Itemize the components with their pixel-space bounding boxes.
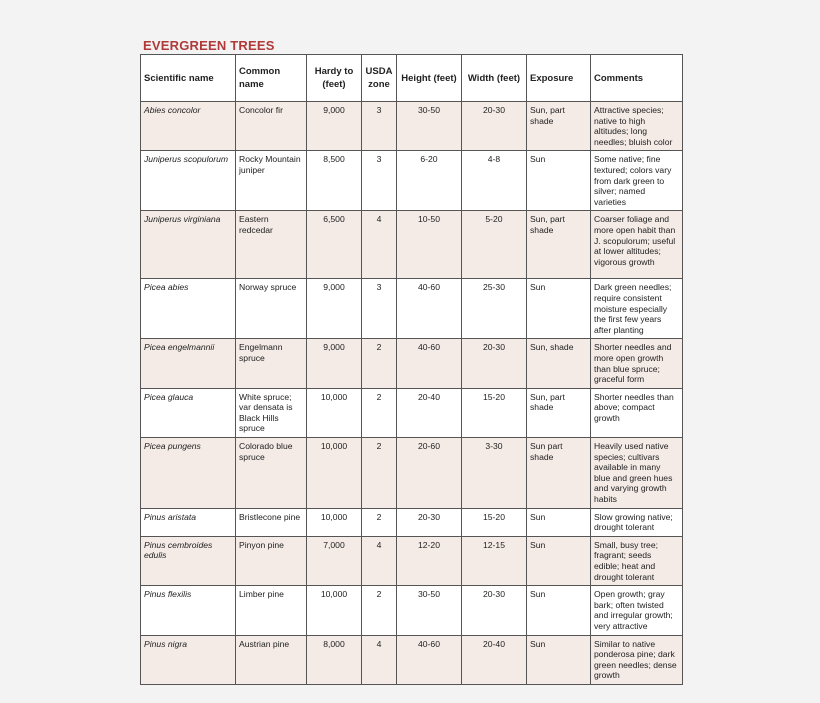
cell-comments: Some native; fine textured; colors vary from dark green to silver; named varieties bbox=[591, 151, 683, 211]
cell-width: 15-20 bbox=[462, 508, 527, 536]
cell-height: 12-20 bbox=[397, 536, 462, 585]
cell-exposure: Sun, part shade bbox=[527, 388, 591, 437]
cell-common-name: Limber pine bbox=[236, 586, 307, 635]
cell-scientific-name: Juniperus virginiana bbox=[141, 211, 236, 279]
cell-comments: Open growth; gray bark; often twisted and irregular growth; very attractive bbox=[591, 586, 683, 635]
cell-scientific-name: Pinus cembroides edulis bbox=[141, 536, 236, 585]
cell-comments: Slow growing native; drought tolerant bbox=[591, 508, 683, 536]
table-row bbox=[141, 151, 683, 211]
cell-width: 3-30 bbox=[462, 438, 527, 509]
cell-usda-zone: 2 bbox=[362, 339, 397, 388]
cell-scientific-name: Picea engelmannii bbox=[141, 339, 236, 388]
header-scientific-name: Scientific name bbox=[141, 55, 236, 102]
cell-hardy-to: 9,000 bbox=[307, 339, 362, 388]
table-row bbox=[141, 339, 683, 388]
cell-height: 30-50 bbox=[397, 102, 462, 151]
table-row bbox=[141, 586, 683, 635]
cell-common-name: Rocky Mountain juniper bbox=[236, 151, 307, 211]
cell-hardy-to: 9,000 bbox=[307, 102, 362, 151]
table-row bbox=[141, 102, 683, 151]
cell-hardy-to: 7,000 bbox=[307, 536, 362, 585]
evergreen-trees-table bbox=[140, 54, 683, 685]
header-row bbox=[141, 55, 683, 102]
cell-hardy-to: 6,500 bbox=[307, 211, 362, 279]
cell-hardy-to: 9,000 bbox=[307, 279, 362, 339]
cell-height: 30-50 bbox=[397, 586, 462, 635]
cell-usda-zone: 3 bbox=[362, 279, 397, 339]
cell-hardy-to: 10,000 bbox=[307, 388, 362, 437]
table-row bbox=[141, 211, 683, 279]
cell-comments: Small, busy tree; fragrant; seeds edible; heat and drought tolerant bbox=[591, 536, 683, 585]
cell-exposure: Sun bbox=[527, 586, 591, 635]
cell-scientific-name: Abies concolor bbox=[141, 102, 236, 151]
cell-usda-zone: 2 bbox=[362, 438, 397, 509]
cell-exposure: Sun part shade bbox=[527, 438, 591, 509]
cell-usda-zone: 4 bbox=[362, 211, 397, 279]
table-row bbox=[141, 279, 683, 339]
cell-usda-zone: 2 bbox=[362, 508, 397, 536]
table-row bbox=[141, 438, 683, 509]
table-row bbox=[141, 536, 683, 585]
cell-width: 5-20 bbox=[462, 211, 527, 279]
table-title: EVERGREEN TREES bbox=[143, 38, 275, 53]
cell-comments: Shorter needles and more open growth than blue spruce; graceful form bbox=[591, 339, 683, 388]
cell-comments: Dark green needles; require consistent moisture especially the first few years after planting bbox=[591, 279, 683, 339]
cell-hardy-to: 10,000 bbox=[307, 586, 362, 635]
cell-exposure: Sun bbox=[527, 635, 591, 684]
cell-scientific-name: Pinus flexilis bbox=[141, 586, 236, 635]
cell-exposure: Sun, part shade bbox=[527, 211, 591, 279]
cell-common-name: Engelmann spruce bbox=[236, 339, 307, 388]
cell-usda-zone: 4 bbox=[362, 536, 397, 585]
cell-scientific-name: Pinus aristata bbox=[141, 508, 236, 536]
cell-height: 20-30 bbox=[397, 508, 462, 536]
cell-width: 20-30 bbox=[462, 586, 527, 635]
cell-hardy-to: 10,000 bbox=[307, 438, 362, 509]
cell-exposure: Sun bbox=[527, 151, 591, 211]
cell-exposure: Sun, shade bbox=[527, 339, 591, 388]
cell-scientific-name: Juniperus scopulorum bbox=[141, 151, 236, 211]
cell-height: 20-40 bbox=[397, 388, 462, 437]
cell-common-name: Colorado blue spruce bbox=[236, 438, 307, 509]
header-common-name: Common name bbox=[236, 55, 307, 102]
cell-common-name: Concolor fir bbox=[236, 102, 307, 151]
header-usda-zone: USDA zone bbox=[362, 55, 397, 102]
cell-width: 20-40 bbox=[462, 635, 527, 684]
cell-height: 40-60 bbox=[397, 635, 462, 684]
header-comments: Comments bbox=[591, 55, 683, 102]
cell-common-name: Bristlecone pine bbox=[236, 508, 307, 536]
cell-usda-zone: 4 bbox=[362, 635, 397, 684]
cell-exposure: Sun bbox=[527, 279, 591, 339]
cell-common-name: Austrian pine bbox=[236, 635, 307, 684]
cell-width: 25-30 bbox=[462, 279, 527, 339]
cell-height: 10-50 bbox=[397, 211, 462, 279]
cell-common-name: White spruce; var densata is Black Hills spruce bbox=[236, 388, 307, 437]
cell-exposure: Sun, part shade bbox=[527, 102, 591, 151]
cell-scientific-name: Picea pungens bbox=[141, 438, 236, 509]
cell-scientific-name: Pinus nigra bbox=[141, 635, 236, 684]
cell-comments: Attractive species; native to high altitudes; long needles; bluish color bbox=[591, 102, 683, 151]
cell-width: 12-15 bbox=[462, 536, 527, 585]
cell-common-name: Pinyon pine bbox=[236, 536, 307, 585]
cell-comments: Heavily used native species; cultivars available in many blue and green hues and varying growth habits bbox=[591, 438, 683, 509]
cell-height: 6-20 bbox=[397, 151, 462, 211]
cell-width: 20-30 bbox=[462, 339, 527, 388]
cell-usda-zone: 2 bbox=[362, 388, 397, 437]
header-height: Height (feet) bbox=[397, 55, 462, 102]
cell-height: 40-60 bbox=[397, 279, 462, 339]
cell-usda-zone: 2 bbox=[362, 586, 397, 635]
table-row bbox=[141, 508, 683, 536]
header-exposure: Exposure bbox=[527, 55, 591, 102]
cell-scientific-name: Picea glauca bbox=[141, 388, 236, 437]
cell-comments: Similar to native ponderosa pine; dark green needles; dense growth bbox=[591, 635, 683, 684]
cell-comments: Coarser foliage and more open habit than J. scopulorum; useful at lower altitudes; vigorous growth bbox=[591, 211, 683, 279]
cell-scientific-name: Picea abies bbox=[141, 279, 236, 339]
cell-usda-zone: 3 bbox=[362, 151, 397, 211]
cell-common-name: Norway spruce bbox=[236, 279, 307, 339]
cell-height: 40-60 bbox=[397, 339, 462, 388]
cell-comments: Shorter needles than above; compact growth bbox=[591, 388, 683, 437]
cell-hardy-to: 8,500 bbox=[307, 151, 362, 211]
cell-exposure: Sun bbox=[527, 536, 591, 585]
cell-hardy-to: 10,000 bbox=[307, 508, 362, 536]
table-row bbox=[141, 388, 683, 437]
cell-usda-zone: 3 bbox=[362, 102, 397, 151]
cell-hardy-to: 8,000 bbox=[307, 635, 362, 684]
header-hardy-to: Hardy to (feet) bbox=[307, 55, 362, 102]
cell-width: 15-20 bbox=[462, 388, 527, 437]
cell-width: 4-8 bbox=[462, 151, 527, 211]
cell-height: 20-60 bbox=[397, 438, 462, 509]
cell-common-name: Eastern redcedar bbox=[236, 211, 307, 279]
table-row bbox=[141, 635, 683, 684]
cell-width: 20-30 bbox=[462, 102, 527, 151]
cell-exposure: Sun bbox=[527, 508, 591, 536]
header-width: Width (feet) bbox=[462, 55, 527, 102]
